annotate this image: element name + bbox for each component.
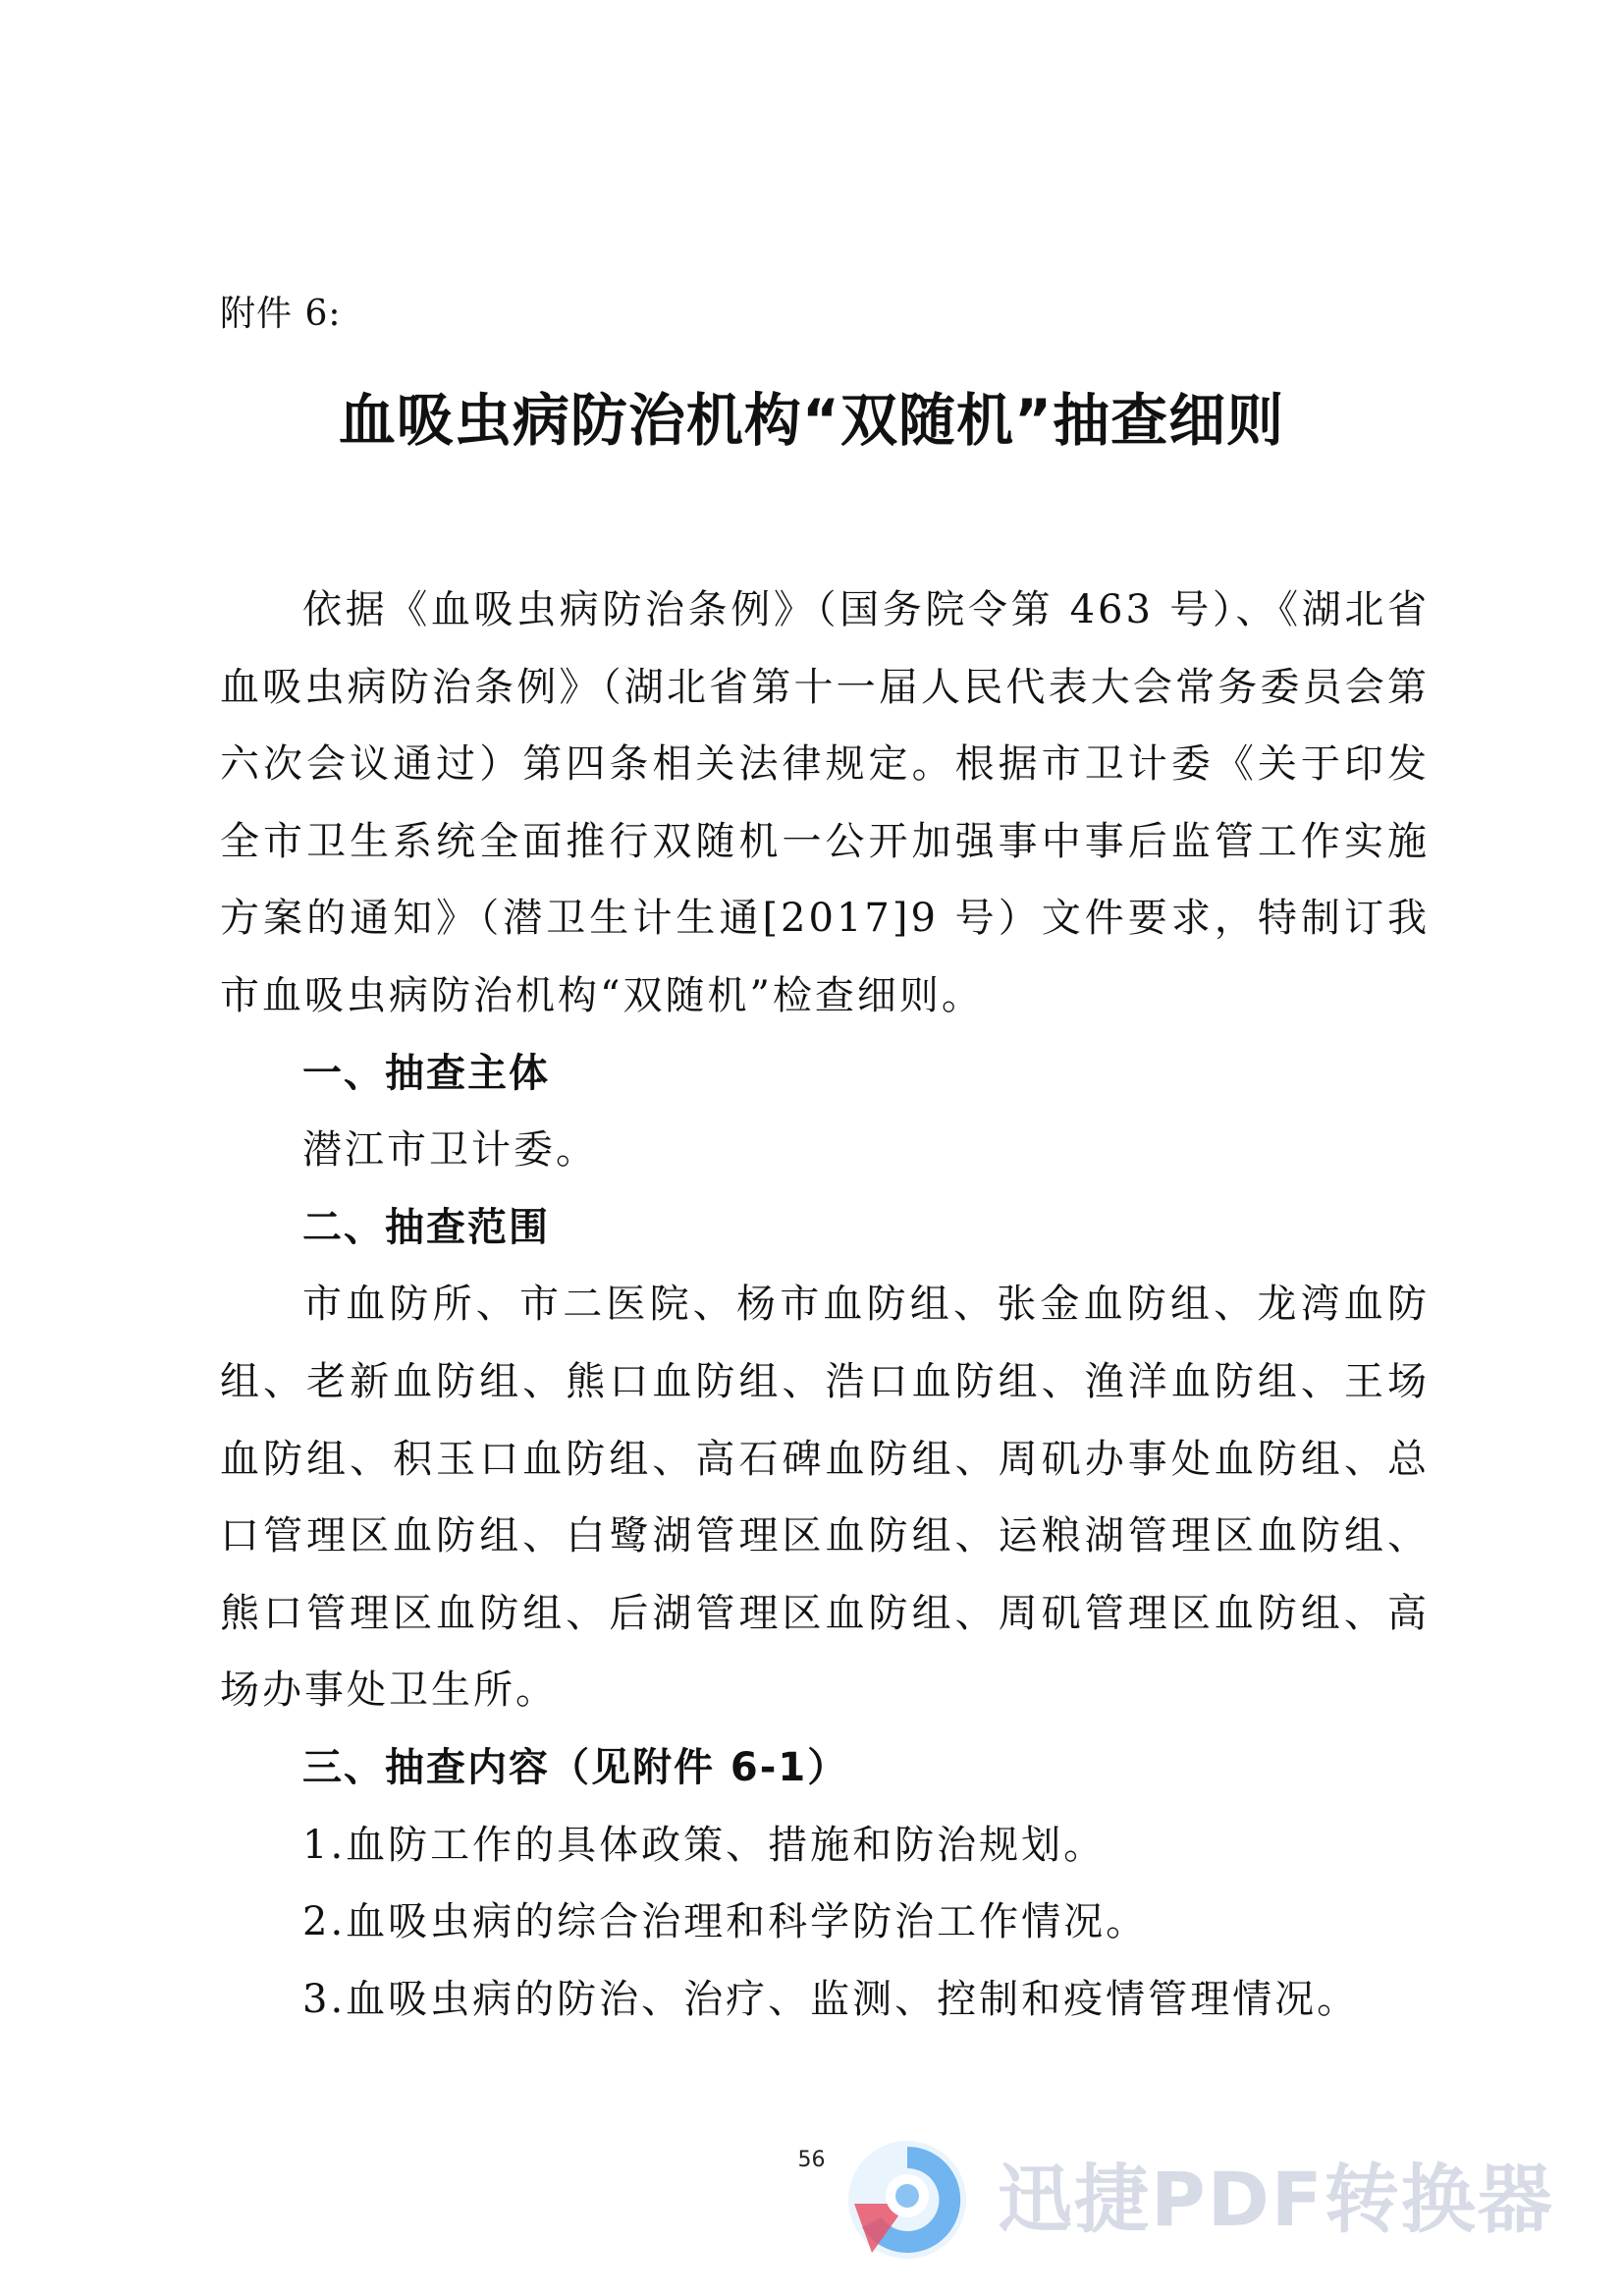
document-body (220, 572, 1430, 2038)
section-paragraph: 市血防所、市二医院、杨市血防组、张金血防组、龙湾血防组、老新血防组、熊口血防组、浩口血防组、渔洋血防组、王场血防组、积玉口血防组、高石碑血防组、周矶办事处血防组、总口管理区血防组、白鹭湖管理区血防组、运粮湖管理区血防组、熊口管理区血防组、后湖管理区血防组、周矶管理区血防组、高场办事处卫生所。 (220, 1282, 1430, 1714)
section-content (220, 1729, 1430, 2038)
section-heading: 一、抽查主体 (302, 1050, 550, 1096)
list-item: 2.血吸虫病的综合治理和科学防治工作情况。 (302, 1899, 1149, 1945)
watermark-text: 迅捷PDF转换器 (998, 2156, 1554, 2243)
watermark (842, 2141, 1608, 2259)
attachment-label: 附件 6: (220, 294, 342, 334)
section-scope (220, 1189, 1430, 1729)
document-title: 血吸虫病防治机构“双随机”抽查细则 (338, 387, 1285, 454)
section-subject (220, 1035, 1430, 1189)
list-item: 1.血防工作的具体政策、措施和防治规划。 (302, 1822, 1107, 1868)
section-heading: 三、抽查内容（见附件 6-1） (302, 1744, 849, 1790)
xunjie-logo-icon (842, 2135, 972, 2265)
intro-paragraph: 依据《血吸虫病防治条例》（国务院令第 463 号）、《湖北省血吸虫病防治条例》（湖北省第十一届人民代表大会常务委员会第六次会议通过）第四条相关法律规定。根据市卫计委《关于印发全市卫生系统全面推行双随机一公开加强事中事后监管工作实施方案的通知》（潜卫生计生通[2017]9 号）文件要求，特制订我市血吸虫病防治机构“双随机”检查细则。 (220, 587, 1430, 1018)
section-heading: 二、抽查范围 (302, 1204, 550, 1250)
page-number: 56 (797, 2148, 826, 2172)
list-item: 3.血吸虫病的防治、治疗、监测、控制和疫情管理情况。 (302, 1976, 1360, 2022)
section-paragraph: 潜江市卫计委。 (302, 1127, 598, 1174)
